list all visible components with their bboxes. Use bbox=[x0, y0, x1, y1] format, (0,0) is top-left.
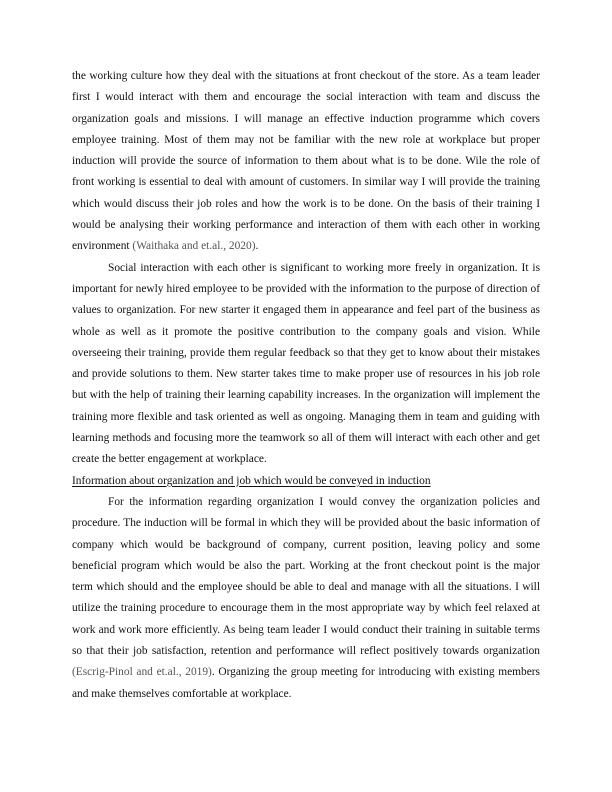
citation-escrig-pinol: (Escrig-Pinol and et.al., 2019) bbox=[72, 666, 212, 679]
paragraph-text-tail: . Organizing the group meeting for introducing with existing members and make themselves comfortable at workplace. bbox=[72, 666, 540, 700]
paragraph-text-tail: . bbox=[255, 240, 259, 253]
citation-waithaka: (Waithaka and et.al., 2020) bbox=[132, 240, 256, 253]
paragraph-social-interaction bbox=[72, 258, 540, 471]
paragraph-text: For the information regarding organization I would convey the organization policies and procedure. The induction will be formal in which they will be provided about the basic information of company which would be background of company, current position, leaving policy and some beneficial program which would be also the part. Working at the front checkout point is the major term which should and the employee should be able to deal and manage with all the situations. I will utilize the training procedure to encourage them in the most appropriate way by which feel relaxed at work and work more efficiently. As being team leader I would conduct their training in suitable terms so that their job satisfaction, retention and performance will reflect positively towards organization bbox=[72, 495, 540, 658]
paragraph-organization-information bbox=[72, 492, 540, 705]
section-heading-induction-information: Information about organization and job which would be conveyed in induction bbox=[72, 474, 431, 487]
paragraph-front-checkout-training bbox=[72, 66, 540, 258]
paragraph-text: Social interaction with each other is significant to working more freely in organization. It is important for newly hired employee to be provided with the information to the purpose of direction of values to organization. For new starter it engaged them in appearance and feel part of the business as whole as well as it promote the positive contribution to the company goals and vision. While overseeing their training, provide them regular feedback so that they get to know about their mistakes and provide solutions to them. New starter takes time to make proper use of resources in his job role but with the help of training their learning capability increases. In the organization will implement the training more flexible and task oriented as well as ongoing. Managing them in team and guiding with learning methods and focusing more the teamwork so all of them will interact with each other and get create the better engagement at workplace. bbox=[72, 261, 540, 466]
document-page bbox=[72, 66, 540, 705]
paragraph-text: the working culture how they deal with the situations at front checkout of the store. As a team leader first I would interact with them and encourage the social interaction with team and discuss the organization goals and missions. I will manage an effective induction programme which covers employee training. Most of them may not be familiar with the new role at workplace but proper induction will provide the source of information to them about what is to be done. Wile the role of front working is essential to deal with amount of customers. In similar way I will provide the training which would discuss their job roles and how the work is to be done. On the basis of their training I would be analysing their working performance and interaction of them with each other in working environment bbox=[72, 70, 540, 253]
